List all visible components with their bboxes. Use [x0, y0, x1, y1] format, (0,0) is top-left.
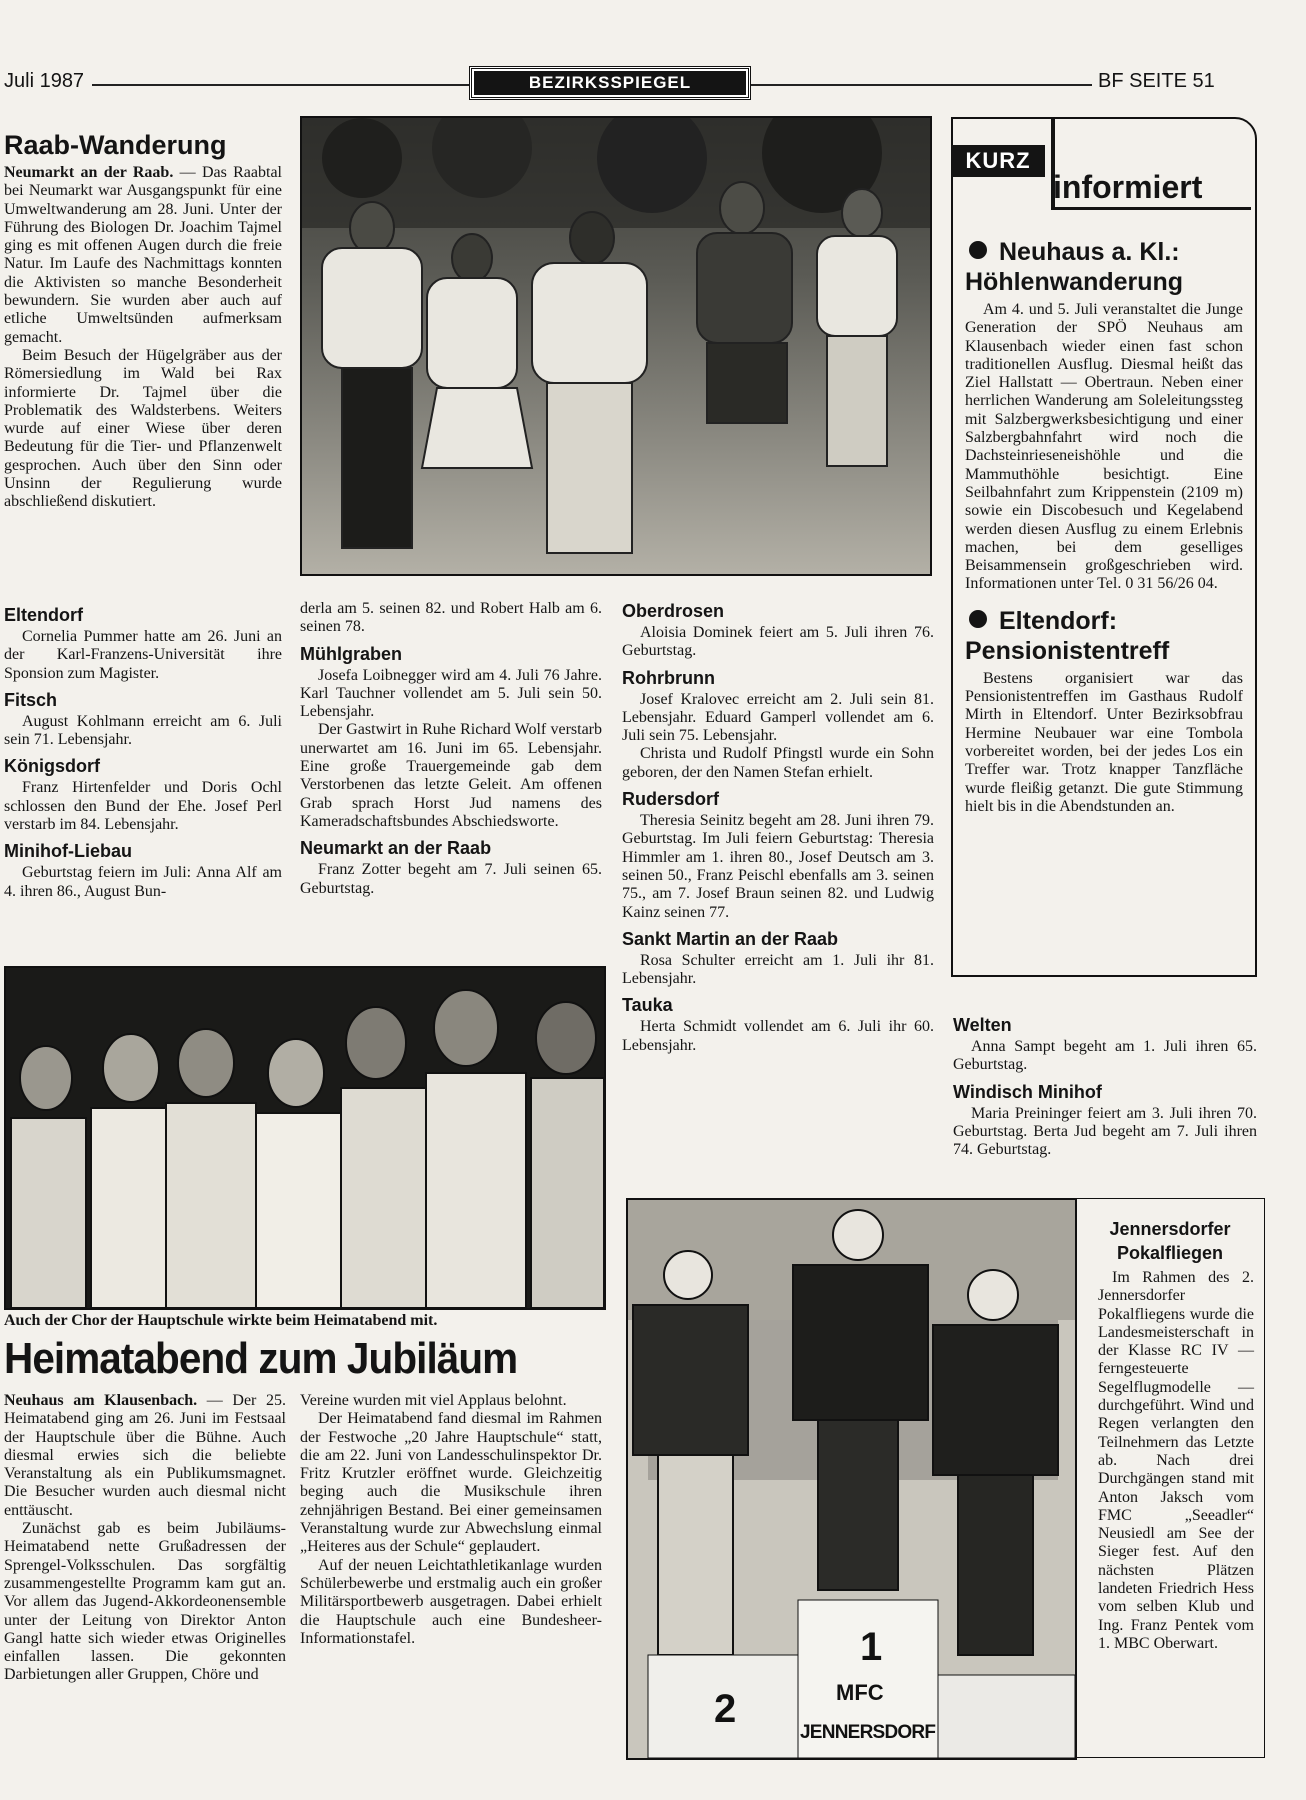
far-right-notes [953, 1008, 1257, 1159]
heimat-title: Heimatabend zum Jubiläum [4, 1334, 518, 1383]
section-welten: Welten [953, 1015, 1012, 1035]
section-fitsch: Fitsch [4, 689, 58, 710]
raab-paragraph-1: — Das Raabtal bei Neumarkt war Ausgangspunkt für eine Umweltwanderung am 28. Juni. Unter der Führung des Biologen Dr. Joachim Tajmel ging es mit offenen Augen durch die freie Natur. Im Laufe des Nachmittags konnten die Aktivisten so manche Besonderheit bewundern. Sie wurden aber auch auf etliche Umweltsünden aufmerksam gemacht. [4, 164, 282, 346]
podium-second: 2 [714, 1687, 737, 1731]
heimat-col-2 [300, 1392, 602, 1648]
note-windisch-minihof: Maria Preininger feiert am 3. Juli ihren 70. Geburtstag. Berta Jud begeht am 7. Juli ihren 74. Geburtstag. [953, 1104, 1257, 1159]
podium-photo-image [628, 1200, 1075, 1758]
header-date: Juli 1987 [4, 70, 85, 92]
podium-club: MFC [836, 1680, 884, 1705]
section-banner [469, 66, 751, 100]
kurz-informiert-box [951, 117, 1257, 977]
note-oberdrosen: Aloisia Dominek feiert am 5. Juli ihren 76. Geburtstag. [622, 624, 934, 660]
choir-photo-image [6, 968, 604, 1308]
header-rule-right [751, 84, 1092, 86]
raab-article [4, 130, 282, 512]
right-notes-column [622, 594, 934, 1055]
note-rohrbrunn-2: Christa und Rudolf Pfingstl wurde ein Sohn geboren, der den Namen Stefan erhielt. [622, 745, 934, 781]
note-minihof-liebau: Geburtstag feiern im Juli: Anna Alf am 4. ihren 86., August Bun- [4, 864, 282, 900]
kurz-title: informiert [1053, 169, 1203, 205]
pokal-box [1075, 1198, 1265, 1758]
heimat-col-1 [4, 1392, 286, 1685]
section-neumarkt: Neumarkt an der Raab [300, 838, 492, 859]
kurz-item1-head [965, 237, 1243, 297]
choir-photo [4, 966, 606, 1310]
heimat-paragraph-2: Zunächst gab es beim Jubiläums-Heimatabend nette Grußadressen der Sprengel-Volksschulen. Das sorgfältig zusammengestellte Programm kam gut an. Vor allem das Jugend-Akkordeonensemble unter der Leitung von Direktor Anton Gangl hatte sich wieder etwas Originelles einfallen lassen. Die gekonnten Darbietungen aller Gruppen, Chöre und [4, 1520, 286, 1684]
heimat-paragraph-5: Auf der neuen Leichtathletikanlage wurden Schülerbewerbe und erstmalig auch ein großer Militärsportbewerb ausgetragen. Dabei erhielt die Hauptschule auch eine Bundesheer-Informationstafel. [300, 1556, 602, 1647]
note-koenigsdorf: Franz Hirtenfelder und Doris Ochl schlossen den Bund der Ehe. Josef Perl verstarb im 84. Lebensjahr. [4, 779, 282, 834]
middle-notes-column [300, 600, 602, 898]
heimat-lead: Neuhaus am Klausenbach. [4, 1392, 198, 1409]
note-rohrbrunn-1: Josef Kralovec erreicht am 2. Juli sein 81. Lebensjahr. Eduard Gamperl vollendet am 6. Juli sein 75. Lebensjahr. [622, 690, 934, 745]
note-continuation: derla am 5. seinen 82. und Robert Halb am 6. seinen 78. [300, 600, 602, 636]
bullet-icon [969, 610, 987, 628]
kurz-item1-head-text: Neuhaus a. Kl.: Höhlenwanderung [965, 238, 1184, 296]
kurz-tag: KURZ [951, 145, 1045, 177]
heimat-paragraph-4: Der Heimatabend fand diesmal im Rahmen der Festwoche „20 Jahre Hauptschule“ statt, die am 22. Juni von Landesschulinspektor Dr. Fritz Krutzler eröffnet wurde. Gleichzeitig beging auch die Musikschule ihren zehnjährigen Bestand. Bei einer gemeinsamen Veranstaltung wurde zur Abwechslung einmal „Heiteres aus der Schule“ geplaudert. [300, 1410, 602, 1556]
raab-paragraph-2: Beim Besuch der Hügelgräber aus der Römersiedlung im Wald bei Rax informierte Dr. Tajmel über die Problematik des Waldsterbens. Weiters wurde auf einer Wiese über deren Bedeutung für die Tier- und Pflanzenwelt gesprochen. Auch über den Sinn oder Unsinn der Regulierung wurde abschließend diskutiert. [4, 346, 282, 511]
raab-lead: Neumarkt an der Raab. [4, 164, 174, 181]
section-oberdrosen: Oberdrosen [622, 601, 725, 621]
section-windisch-minihof: Windisch Minihof [953, 1081, 1102, 1102]
section-title: BEZIRKSSPIEGEL [474, 71, 746, 95]
section-muehlgraben: Mühlgraben [300, 643, 402, 664]
left-notes-column [4, 598, 282, 901]
pokal-text-wrap [1076, 1269, 1264, 1653]
section-eltendorf: Eltendorf [4, 605, 83, 625]
note-welten: Anna Sampt begeht am 1. Juli ihren 65. Geburtstag. [953, 1038, 1257, 1074]
kurz-item1-text: Am 4. und 5. Juli veranstaltet die Junge Generation der SPÖ Neuhaus am Klausenbach wieder einen fast schon traditionellen Ausflug. Diesmal heißt das Ziel Hallstatt — Obertraun. Neben einer herrlichen Wanderung am Soleleitungssteg mit Salzbergwerksbesichtigung und einer Salzbergbahnfahrt wird noch die Dachsteinrieseneishöhle und die Mammuthöhle besichtigt. Eine Seilbahnfahrt zum Krippenstein (2109 m) sowie ein Discobesuch und Kegelabend werden diesen Ausflug zu einem Erlebnis machen, bei dem geselliges Beisammensein großgeschrieben wird. Informationen unter Tel. 0 31 56/26 04. [965, 301, 1243, 593]
podium-first: 1 [860, 1625, 883, 1669]
kurz-content [965, 237, 1243, 816]
section-minihof-liebau: Minihof-Liebau [4, 841, 132, 862]
note-eltendorf: Cornelia Pummer hatte am 26. Juni an der Karl-Franzens-Universität ihre Sponsion zum Magister. [4, 628, 282, 682]
podium-town: JENNERSDORF [800, 1722, 936, 1743]
hiking-photo-image [302, 118, 930, 574]
kurz-item2-text: Bestens organisiert war das Pensionistentreffen im Gasthaus Rudolf Mirth in Eltendorf. Unter Bezirksobfrau Hermine Neubauer war eine Tombola vorbereitet worden, bei der jedes Los ein Treffer war. Trotz knapper Tanzfläche wurde fleißig getanzt. Die gute Stimmung hielt bis in die Abendstunden an. [965, 669, 1243, 815]
section-koenigsdorf: Königsdorf [4, 756, 100, 777]
note-muehlgraben-2: Der Gastwirt in Ruhe Richard Wolf verstarb unerwartet am 16. Juni im 65. Lebensjahr. Eine große Trauergemeinde gab dem Verstorbenen das letzte Geleit. Am offenen Grab sprach Horst Jud namens des Kameradschaftsbundes Abschiedsworte. [300, 721, 602, 830]
kurz-item2-head [965, 606, 1243, 666]
heimat-paragraph-1: — Der 25. Heimatabend ging am 26. Juni im Festsaal der Hauptschule über die Bühne. Auch diesmal erwies sich die beliebte Veranstaltung als ein Publikumsmagnet. Die Besucher wurden auch diesmal nicht enttäuscht. [4, 1392, 287, 1519]
kurz-item2-head-text: Eltendorf: Pensionistentreff [965, 606, 1170, 665]
section-tauka: Tauka [622, 995, 673, 1016]
heimat-paragraph-3: Vereine wurden mit viel Applaus belohnt. [300, 1392, 567, 1409]
note-muehlgraben-1: Josefa Loibnegger wird am 4. Juli 76 Jahre. Karl Tauchner vollendet am 5. Juli sein 50. Lebensjahr. [300, 666, 602, 721]
pokal-text: Im Rahmen des 2. Jennersdorfer Pokalfliegens wurde die Landesmeisterschaft in der Klasse RC IV — ferngesteuerte Segelflugmodelle — durchgeführt. Wind und Regen verlangten den Teilnehmern das Letzte ab. Nach drei Durchgängen stand mit Anton Jaksch vom FMC „Seeadler“ Neusiedl am See der Sieger fest. Auf den nächsten Plätzen landeten Friedrich Hess vom selben Klub und Ing. Franz Pentek vom 1. MBC Oberwart. [1098, 1269, 1254, 1652]
choir-caption: Auch der Chor der Hauptschule wirkte beim Heimatabend mit. [4, 1312, 438, 1329]
bullet-icon [969, 241, 987, 259]
section-rohrbrunn: Rohrbrunn [622, 667, 715, 688]
section-rudersdorf: Rudersdorf [622, 789, 720, 810]
header-page: BF SEITE 51 [1098, 70, 1215, 92]
note-neumarkt: Franz Zotter begeht am 7. Juli seinen 65. Geburtstag. [300, 861, 602, 897]
pokal-title: Jennersdorfer Pokalfliegen [1109, 1219, 1231, 1263]
hiking-photo [300, 116, 932, 576]
header-rule-left [92, 84, 469, 86]
note-tauka: Herta Schmidt vollendet am 6. Juli ihr 60. Lebensjahr. [622, 1018, 934, 1054]
note-sankt-martin: Rosa Schulter erreicht am 1. Juli ihr 81. Lebensjahr. [622, 951, 934, 988]
section-sankt-martin: Sankt Martin an der Raab [622, 928, 839, 949]
kurz-title-rule [1051, 207, 1251, 210]
raab-title: Raab-Wanderung [4, 130, 227, 160]
note-rudersdorf: Theresia Seinitz begeht am 28. Juni ihren 79. Geburtstag. Im Juli feiern Geburtstag: Theresia Himmler am 1. ihren 80., Josef Deutsch am 3. seinen 50., Franz Peischl ebenfalls am 3. seinen 75., am 7. Josef Braun seinen 82. und Ludwig Kainz seinen 77. [622, 812, 934, 921]
podium-photo [626, 1198, 1077, 1760]
note-fitsch: August Kohlmann erreicht am 6. Juli sein 71. Lebensjahr. [4, 712, 282, 749]
